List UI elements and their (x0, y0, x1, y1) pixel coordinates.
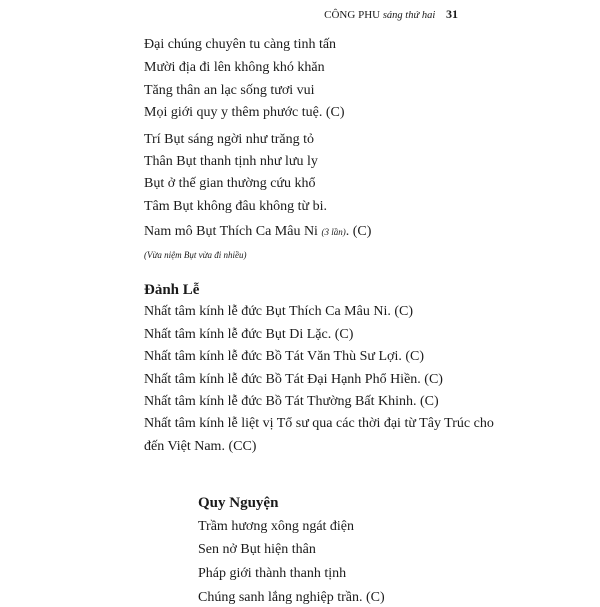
prostration-line: Nhất tâm kính lễ đức Bồ Tát Đại Hạnh Phổ Hiền. (C) (144, 372, 443, 387)
invocation-line (144, 223, 371, 241)
verse-line: Chúng sanh lắng nghiệp trần. (C) (198, 590, 385, 605)
verse-line: Trí Bụt sáng ngời như trăng tỏ (144, 132, 315, 147)
prostration-line: Nhất tâm kính lễ đức Bụt Thích Ca Mâu Ni. (C) (144, 304, 414, 319)
verse-line: Mười địa đi lên không khó khăn (144, 60, 325, 75)
verse-line: Thân Bụt thanh tịnh như lưu ly (144, 154, 318, 169)
header-title: CÔNG PHU (324, 9, 381, 21)
verse-line: Trầm hương xông ngát điện (198, 519, 355, 534)
verse-line: Sen nở Bụt hiện thân (198, 542, 316, 557)
prostration-line: đến Việt Nam. (CC) (144, 439, 257, 454)
instruction-note: (Vừa niệm Bụt vừa đi nhiều) (144, 250, 247, 260)
page-number: 31 (446, 7, 458, 21)
invocation-text: Nam mô Bụt Thích Ca Mâu Ni (144, 224, 318, 239)
invocation-count: (3 lần) (321, 227, 346, 237)
prostration-line: Nhất tâm kính lễ đức Bụt Di Lặc. (C) (144, 327, 354, 342)
section-heading-danh-le: Đảnh Lễ (144, 282, 200, 298)
section-heading-quy-nguyen: Quy Nguyện (198, 495, 279, 511)
header-subtitle: sáng thứ hai (382, 10, 436, 21)
prostration-line: Nhất tâm kính lễ đức Bồ Tát Thường Bất Khinh. (C) (144, 394, 439, 409)
verse-line: Đại chúng chuyên tu càng tinh tấn (144, 37, 337, 52)
verse-line: Bụt ở thế gian thường cứu khổ (144, 176, 316, 191)
prostration-line: Nhất tâm kính lễ đức Bồ Tát Văn Thù Sư Lợi. (C) (144, 349, 424, 364)
verse-line: Pháp giới thành thanh tịnh (198, 566, 347, 581)
invocation-end: . (C) (345, 224, 372, 239)
verse-line: Tâm Bụt không đâu không từ bi. (144, 199, 327, 214)
prostration-line: Nhất tâm kính lễ liệt vị Tổ sư qua các thời đại từ Tây Trúc cho (144, 416, 494, 431)
running-header (324, 6, 458, 24)
verse-line: Tăng thân an lạc sống tươi vui (144, 83, 315, 98)
verse-line: Mọi giới quy y thêm phước tuệ. (C) (144, 105, 345, 120)
